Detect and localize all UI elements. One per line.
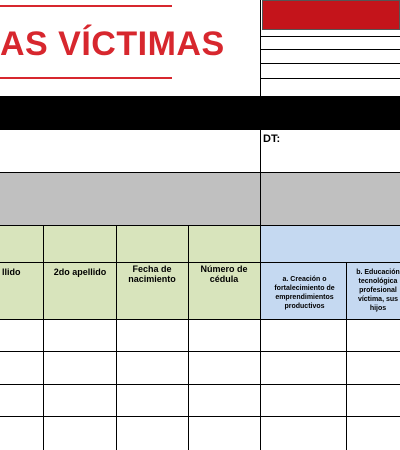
dt-label: DT: bbox=[263, 133, 281, 145]
table-row[interactable] bbox=[0, 417, 400, 450]
gray-band-left bbox=[0, 173, 260, 225]
blue-header-top bbox=[261, 226, 400, 262]
title-top-rule bbox=[0, 5, 172, 7]
header-divider bbox=[260, 0, 261, 96]
column-header-apellido: llido bbox=[2, 267, 21, 277]
column-header-2do-apellido: 2do apellido bbox=[53, 267, 107, 277]
column-header-numero-cedula: Número de cédula bbox=[200, 264, 248, 284]
gray-band-right bbox=[261, 173, 400, 225]
column-header-fecha-nacimiento: Fecha de nacimiento bbox=[128, 264, 176, 284]
header-line-3 bbox=[261, 63, 400, 64]
document-title: AS VÍCTIMAS bbox=[0, 25, 225, 63]
table-row[interactable] bbox=[0, 352, 400, 384]
header-line-1 bbox=[261, 36, 400, 37]
header-line-2 bbox=[261, 49, 400, 50]
section-black-band bbox=[0, 96, 400, 130]
table-row[interactable] bbox=[0, 320, 400, 351]
title-bottom-rule bbox=[0, 77, 172, 79]
column-header-emprendimientos: a. Creación o fortalecimiento de emprendimientos productivos bbox=[274, 276, 335, 310]
header-red-box bbox=[262, 0, 400, 30]
column-header-educacion: b. Educación tecnológica profesional víctima, sus hijos bbox=[356, 268, 400, 312]
table-row[interactable] bbox=[0, 385, 400, 416]
header-line-4 bbox=[261, 78, 400, 79]
